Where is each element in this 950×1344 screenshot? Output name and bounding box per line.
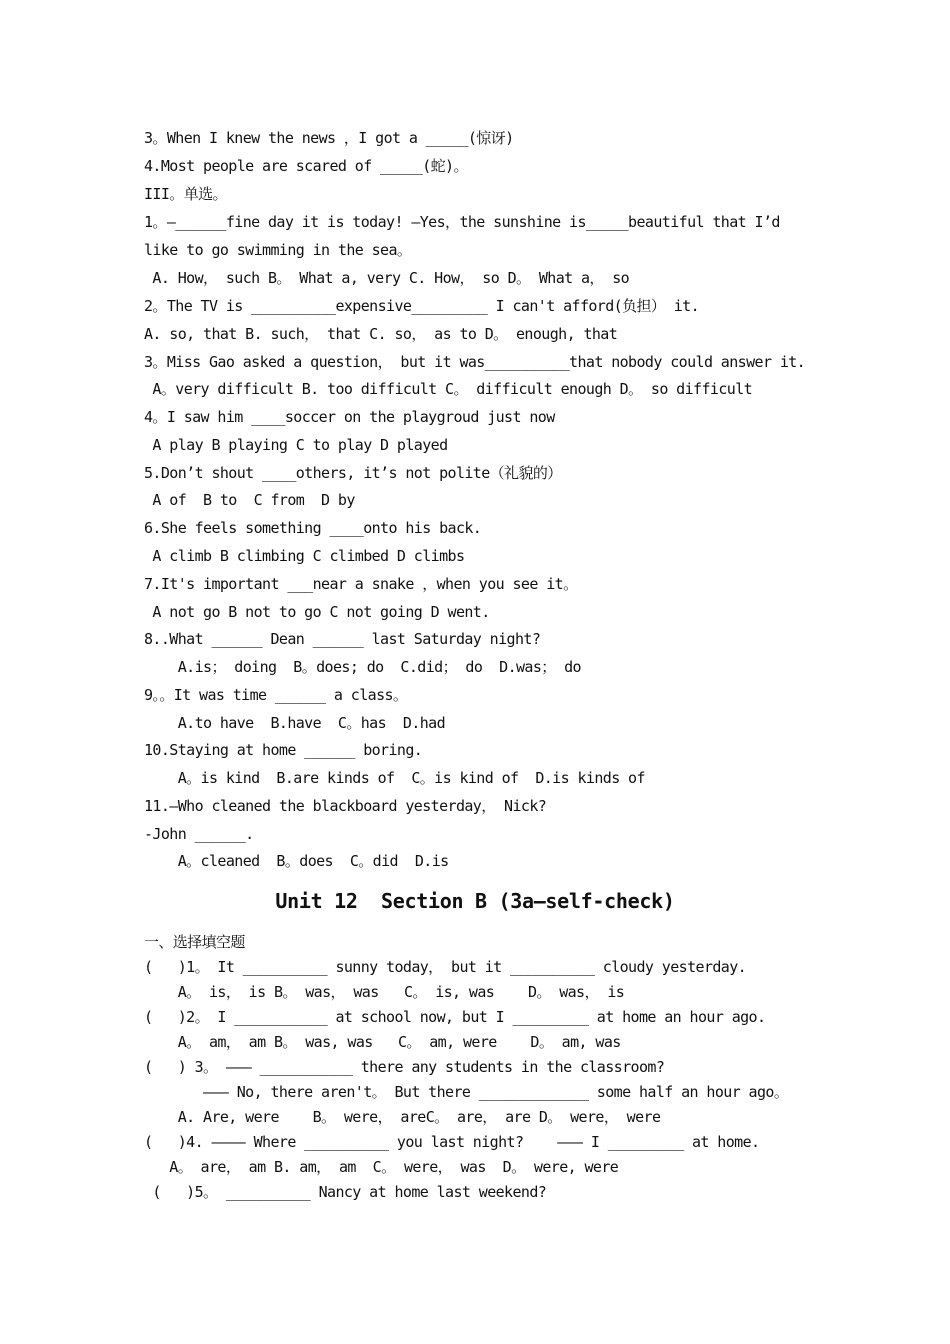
text-line: A not go B not to go C not going D went. — [144, 603, 490, 621]
text-line: 3。Miss Gao asked a question， but it was__________that nobody could answer it. — [144, 353, 806, 371]
text-line: A.to have B.have C。has D.had — [144, 714, 446, 732]
text-line: A。 am， am B。 was, was C。 am, were D。 am, was — [144, 1033, 621, 1051]
text-line: -John ______. — [144, 825, 254, 843]
text-line: 7.It's important ___near a snake ，when you see it。 — [144, 575, 578, 593]
text-line: 4。I saw him ____soccer on the playgroud just now — [144, 408, 555, 426]
text-line: A play B playing C to play D played — [144, 436, 448, 454]
text-line: ( )5。 __________ Nancy at home last weekend? — [144, 1183, 547, 1201]
text-line: ( )4. ———— Where __________ you last night? ——— I _________ at home. — [144, 1133, 760, 1151]
section-title: Unit 12 Section B (3a—self-check) — [275, 889, 675, 913]
text-line: ( )1。 It __________ sunny today， but it __________ cloudy yesterday. — [144, 958, 747, 976]
text-line: A。 is， is B。 was， was C。 is, was D。 was， is — [144, 983, 625, 1001]
text-line: 9。。It was time ______ a class。 — [144, 686, 408, 704]
text-line: 3。When I knew the news ，I got a _____(惊讶) — [144, 129, 514, 147]
text-line: 1。—______fine day it is today! —Yes，the sunshine is_____beautiful that I’d — [144, 213, 780, 231]
text-line: 4.Most people are scared of _____(蛇)。 — [144, 157, 468, 175]
text-line: 8..What ______ Dean ______ last Saturday night? — [144, 630, 541, 648]
text-line: III。单选。 — [144, 185, 227, 203]
text-line: A. Are, were B。 were， areC。 are， are D。 were， were — [144, 1108, 661, 1126]
text-line: A。 are， am B. am， am C。 were， was D。 were, were — [144, 1158, 619, 1176]
text-line: ( ) 3。 ——— ___________ there any students in the classroom? — [144, 1058, 665, 1076]
text-line: A climb B climbing C climbed D climbs — [144, 547, 465, 565]
text-line: ( )2。 I ___________ at school now, but I _________ at home an hour ago. — [144, 1008, 766, 1026]
text-line: 5.Don’t shout ____others, it’s not polite（礼貌的） — [144, 464, 562, 482]
text-line: 一、选择填空题 — [144, 933, 245, 951]
text-line: like to go swimming in the sea。 — [144, 241, 412, 259]
text-line: A. so, that B. such， that C. so， as to D。 enough, that — [144, 325, 618, 343]
text-line: ——— No, there aren't。 But there _____________ some half an hour ago。 — [144, 1083, 789, 1101]
text-line: 10.Staying at home ______ boring. — [144, 741, 423, 759]
text-line: A。is kind B.are kinds of C。is kind of D.is kinds of — [144, 769, 645, 787]
text-line: 6.She feels something ____onto his back. — [144, 519, 482, 537]
text-line: A。very difficult B. too difficult C。 difficult enough D。 so difficult — [144, 380, 753, 398]
text-line: 2。The TV is __________expensive_________ I can't afford(负担） it. — [144, 297, 700, 315]
text-line: 11.—Who cleaned the blackboard yesterday， Nick? — [144, 797, 547, 815]
text-line: A.is； doing B。does; do C.did； do D.was； do — [144, 658, 581, 676]
text-line: A. How， such B。 What a, very C. How， so D。 What a， so — [144, 269, 630, 287]
text-line: A of B to C from D by — [144, 491, 355, 509]
text-line: A。cleaned B。does C。did D.is — [144, 852, 449, 870]
